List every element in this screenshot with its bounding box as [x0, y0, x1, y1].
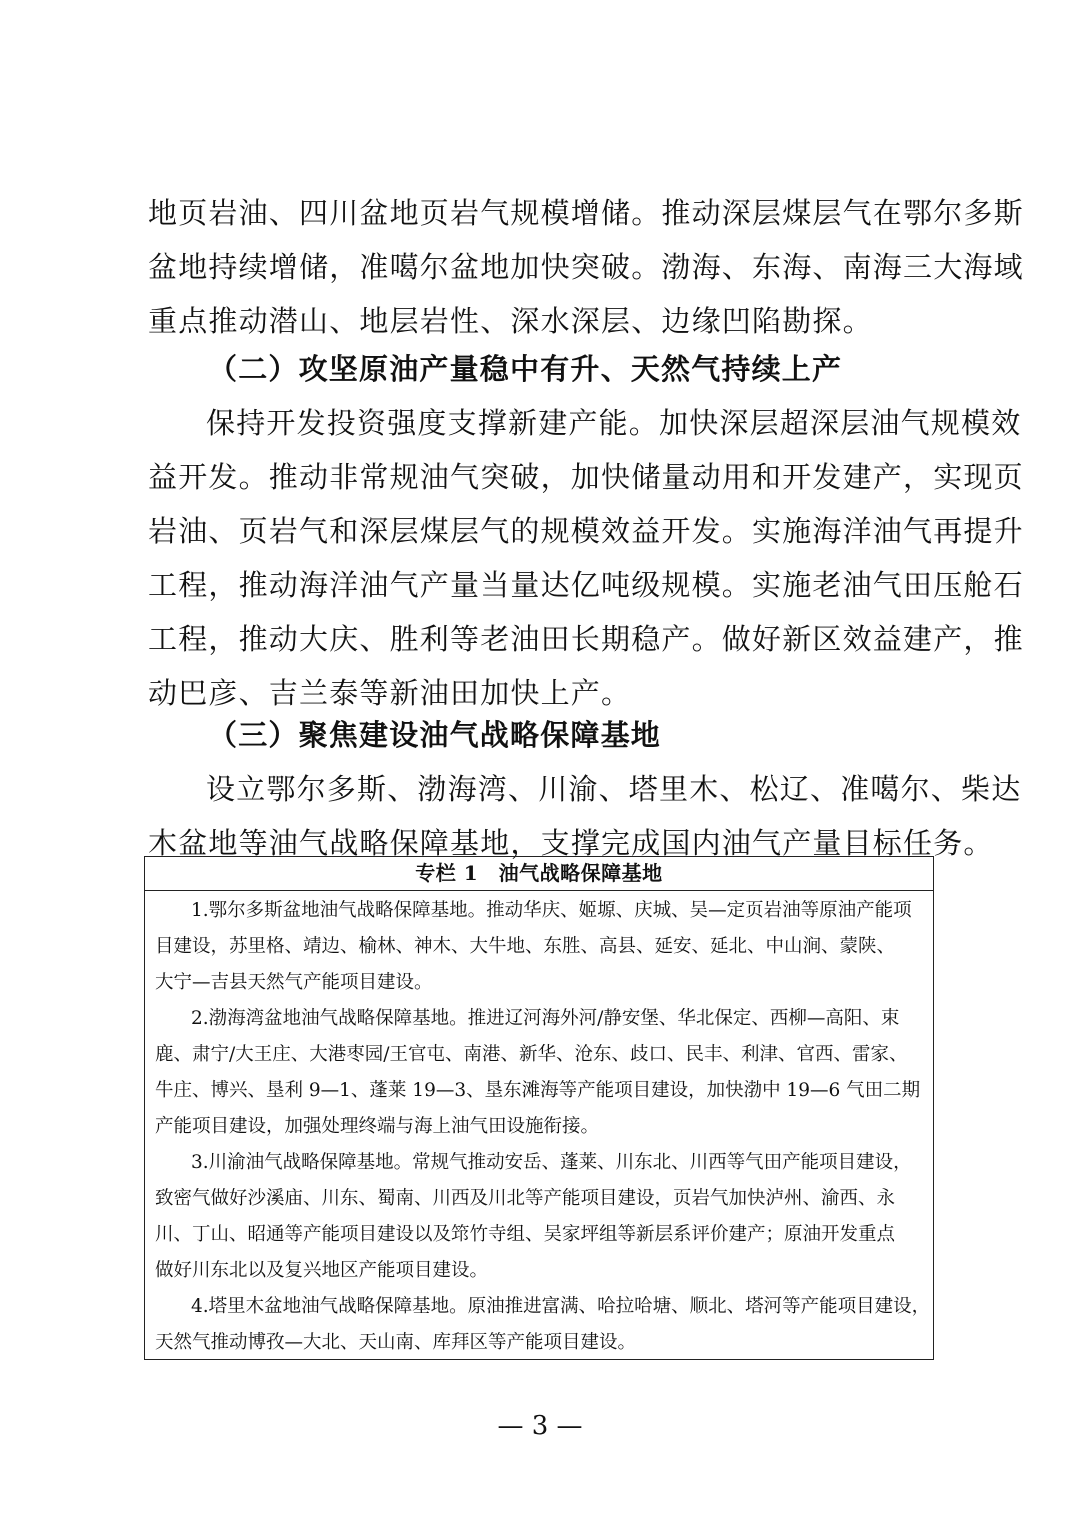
- paragraph-line: 岩油、页岩气和深层煤层气的规模效益开发。实施海洋油气再提升: [148, 514, 1024, 548]
- box-line: 目建设，苏里格、靖边、榆林、神木、大牛地、东胜、高县、延安、延北、中山涧、蒙陕、: [155, 936, 896, 957]
- paragraph-line: 木盆地等油气战略保障基地，支撑完成国内油气产量目标任务。: [148, 826, 994, 860]
- box-line: 2.渤海湾盆地油气战略保障基地。推进辽河海外河/静安堡、华北保定、西柳—高阳、束: [191, 1008, 900, 1029]
- paragraph-line: 动巴彦、吉兰泰等新油田加快上产。: [148, 676, 632, 710]
- paragraph-line: 益开发。推动非常规油气突破，加快储量动用和开发建产，实现页: [148, 460, 1024, 494]
- paragraph-line: 设立鄂尔多斯、渤海湾、川渝、塔里木、松辽、准噶尔、柴达: [206, 772, 1022, 806]
- box-line: 大宁—吉县天然气产能项目建设。: [155, 972, 433, 993]
- box-line: 做好川东北以及复兴地区产能项目建设。: [155, 1260, 489, 1281]
- paragraph-line: 重点推动潜山、地层岩性、深水深层、边缘凹陷勘探。: [148, 304, 873, 338]
- box-title: 专栏 1 油气战略保障基地: [145, 857, 933, 891]
- box-line: 天然气推动博孜—大北、天山南、库拜区等产能项目建设。: [155, 1332, 637, 1353]
- section-heading: （二）攻坚原油产量稳中有升、天然气持续上产: [208, 352, 843, 386]
- box-line: 鹿、肃宁/大王庄、大港枣园/王官屯、南港、新华、沧东、歧口、民丰、利津、官西、雷家、: [155, 1044, 908, 1065]
- box-line: 牛庄、博兴、垦利 9—1、蓬莱 19—3、垦东滩海等产能项目建设，加快渤中 19—6 气田二期: [155, 1080, 921, 1101]
- paragraph-line: 地页岩油、四川盆地页岩气规模增储。推动深层煤层气在鄂尔多斯: [148, 196, 1024, 230]
- paragraph-line: 盆地持续增储，准噶尔盆地加快突破。渤海、东海、南海三大海域: [148, 250, 1024, 284]
- paragraph-line: 工程，推动海洋油气产量当量达亿吨级规模。实施老油气田压舱石: [148, 568, 1024, 602]
- box-line: 致密气做好沙溪庙、川东、蜀南、川西及川北等产能项目建设，页岩气加快泸州、渝西、永: [155, 1188, 896, 1209]
- box-line: 4.塔里木盆地油气战略保障基地。原油推进富满、哈拉哈塘、顺北、塔河等产能项目建设，: [191, 1296, 931, 1317]
- section-2: [148, 342, 1024, 720]
- box-line: 产能项目建设，加强处理终端与海上油气田设施衔接。: [155, 1116, 600, 1137]
- intro-paragraph: [148, 186, 1024, 348]
- paragraph-line: 保持开发投资强度支撑新建产能。加快深层超深层油气规模效: [206, 406, 1022, 440]
- column-box: [144, 856, 934, 1360]
- box-body: [145, 891, 933, 1361]
- paragraph-line: 工程，推动大庆、胜利等老油田长期稳产。做好新区效益建产，推: [148, 622, 1024, 656]
- box-line: 3.川渝油气战略保障基地。常规气推动安岳、蓬莱、川东北、川西等气田产能项目建设，: [191, 1152, 912, 1173]
- page-number: — 3 —: [497, 1411, 583, 1441]
- box-line: 川、丁山、昭通等产能项目建设以及筇竹寺组、吴家坪组等新层系评价建产；原油开发重点: [155, 1224, 896, 1245]
- box-line: 1.鄂尔多斯盆地油气战略保障基地。推动华庆、姬塬、庆城、吴—定页岩油等原油产能项: [191, 900, 912, 921]
- section-3: [148, 708, 1022, 870]
- section-heading: （三）聚焦建设油气战略保障基地: [208, 718, 662, 752]
